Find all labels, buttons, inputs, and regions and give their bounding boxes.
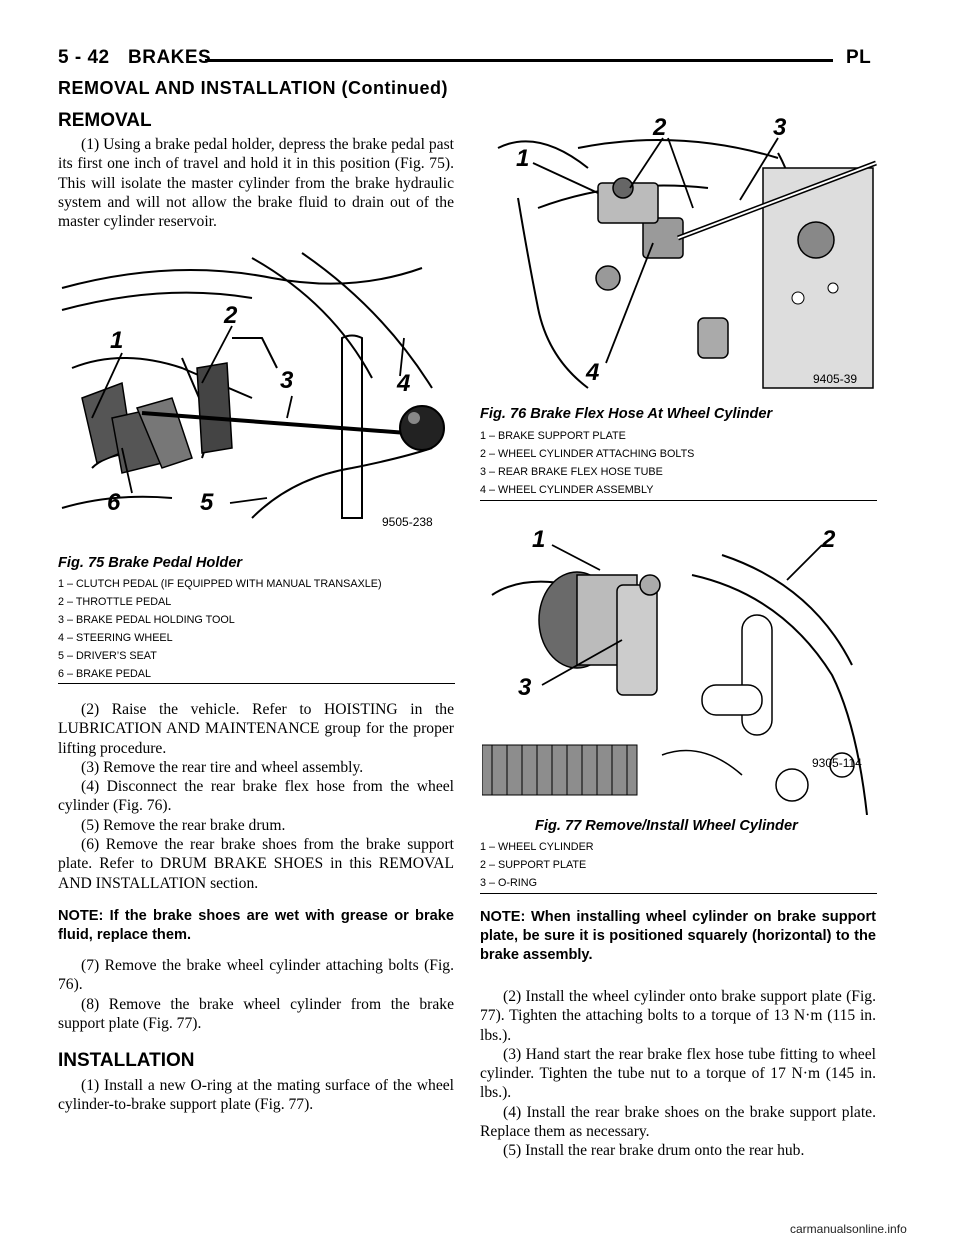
fig76-legend xyxy=(480,427,694,499)
removal-note: NOTE: If the brake shoes are wet with grease or brake fluid, replace them. xyxy=(58,908,454,943)
fig77-legend-item: 3 – O-RING xyxy=(480,877,537,889)
fig75-callout-1: 1 xyxy=(110,327,124,354)
installation-steps-2-5 xyxy=(480,987,876,1161)
fig77-callout-3: 3 xyxy=(518,674,532,701)
fig77-illustration xyxy=(482,515,878,815)
installation-step-3: (3) Hand start the rear brake flex hose tube fitting to wheel cylinder. Tighten the tube nut to a torque of 17 N·m (145 in. lbs.). xyxy=(480,1045,876,1102)
fig75-rule xyxy=(58,683,455,684)
fig77-rule xyxy=(480,893,877,894)
fig75-caption: Fig. 75 Brake Pedal Holder xyxy=(58,555,243,571)
fig76-legend-item: 2 – WHEEL CYLINDER ATTACHING BOLTS xyxy=(480,448,695,460)
chapter-title: BRAKES xyxy=(128,47,212,68)
fig76-callout-1: 1 xyxy=(516,145,530,172)
fig77-code: 9305-114 xyxy=(812,756,862,770)
fig75-callout-3: 3 xyxy=(280,367,294,394)
removal-step-4: (4) Disconnect the rear brake flex hose from the wheel cylinder (Fig. 76). xyxy=(58,778,454,815)
removal-step-8: (8) Remove the brake wheel cylinder from the brake support plate (Fig. 77). xyxy=(58,995,454,1032)
model-code: PL xyxy=(846,47,872,68)
removal-step-3: (3) Remove the rear tire and wheel assembly. xyxy=(81,758,364,776)
fig76-illustration xyxy=(478,108,878,403)
fig75-callout-6: 6 xyxy=(107,489,121,516)
page-number: 5 - 42 xyxy=(58,47,110,68)
installation-note: NOTE: When installing wheel cylinder on brake support plate, be sure it is positioned squarely (horizontal) to the brake assembly. xyxy=(480,909,876,963)
fig75-callout-5: 5 xyxy=(200,489,214,516)
fig77-callout-2: 2 xyxy=(822,526,836,553)
removal-step-7: (7) Remove the brake wheel cylinder attaching bolts (Fig. 76). xyxy=(58,957,454,994)
fig75-legend xyxy=(58,575,382,683)
fig76-callout-4: 4 xyxy=(586,359,600,386)
installation-step-2: (2) Install the wheel cylinder onto brake support plate (Fig. 77). Tighten the attaching bolts to a torque of 13 N·m (115 in. lbs.). xyxy=(480,988,876,1044)
fig75-legend-item: 6 – BRAKE PEDAL xyxy=(58,668,152,680)
fig77-legend xyxy=(480,838,594,892)
installation-step-4: (4) Install the rear brake shoes on the brake support plate. Replace them as necessary. xyxy=(480,1103,876,1141)
installation-heading: INSTALLATION xyxy=(58,1050,195,1071)
fig75-legend-item: 3 – BRAKE PEDAL HOLDING TOOL xyxy=(58,614,235,626)
footer-watermark[interactable]: carmanualsonline.info xyxy=(790,1222,907,1236)
removal-step-1 xyxy=(58,135,454,231)
removal-steps-2-6 xyxy=(58,700,454,893)
removal-steps-7-8 xyxy=(58,956,454,1033)
removal-step-6: (6) Remove the rear brake shoes from the brake support plate. Refer to DRUM BRAKE SHOES in this REMOVAL AND INSTALLATION section. xyxy=(58,836,454,892)
fig77-legend-item: 1 – WHEEL CYLINDER xyxy=(480,841,594,853)
fig75-code: 9505-238 xyxy=(382,515,433,529)
fig76-legend-item: 3 – REAR BRAKE FLEX HOSE TUBE xyxy=(480,466,663,478)
fig75-callout-4: 4 xyxy=(397,370,411,397)
fig75-callout-2: 2 xyxy=(224,302,238,329)
installation-step-5: (5) Install the rear brake drum onto the rear hub. xyxy=(503,1142,805,1160)
fig76-legend-item: 1 – BRAKE SUPPORT PLATE xyxy=(480,430,626,442)
installation-step-1-text: (1) Install a new O-ring at the mating surface of the wheel cylinder-to-brake support plate (Fig. 77). xyxy=(58,1077,454,1114)
removal-step-2: (2) Raise the vehicle. Refer to HOISTING in the LUBRICATION AND MAINTENANCE group for the proper lifting procedure. xyxy=(58,701,454,757)
removal-step-5: (5) Remove the rear brake drum. xyxy=(81,816,286,834)
removal-heading: REMOVAL xyxy=(58,110,152,131)
fig76-caption: Fig. 76 Brake Flex Hose At Wheel Cylinder xyxy=(480,406,773,422)
removal-step-1-text: (1) Using a brake pedal holder, depress the brake pedal past its first one inch of travel and hold it in this position (Fig. 75). This will isolate the master cylinder from the brake hydraulic system and will not allow the brake fluid to drain out of the master cylinder reservoir. xyxy=(58,136,454,231)
fig76-callout-2: 2 xyxy=(653,114,667,141)
continued-heading: REMOVAL AND INSTALLATION (Continued) xyxy=(58,78,448,98)
fig77-callout-1: 1 xyxy=(532,526,546,553)
fig75-illustration xyxy=(52,248,460,548)
fig76-legend-item: 4 – WHEEL CYLINDER ASSEMBLY xyxy=(480,484,654,496)
installation-step-1 xyxy=(58,1076,454,1115)
fig75-legend-item: 2 – THROTTLE PEDAL xyxy=(58,596,172,608)
fig77-legend-item: 2 – SUPPORT PLATE xyxy=(480,859,587,871)
header-rule xyxy=(205,59,833,62)
fig75-legend-item: 5 – DRIVER’S SEAT xyxy=(58,650,157,662)
fig76-callout-3: 3 xyxy=(773,114,787,141)
fig75-legend-item: 1 – CLUTCH PEDAL (IF EQUIPPED WITH MANUAL TRANSAXLE) xyxy=(58,578,382,590)
fig76-rule xyxy=(480,500,877,501)
fig75-legend-item: 4 – STEERING WHEEL xyxy=(58,632,173,644)
fig77-caption: Fig. 77 Remove/Install Wheel Cylinder xyxy=(535,818,798,834)
fig76-code: 9405-39 xyxy=(813,372,858,386)
